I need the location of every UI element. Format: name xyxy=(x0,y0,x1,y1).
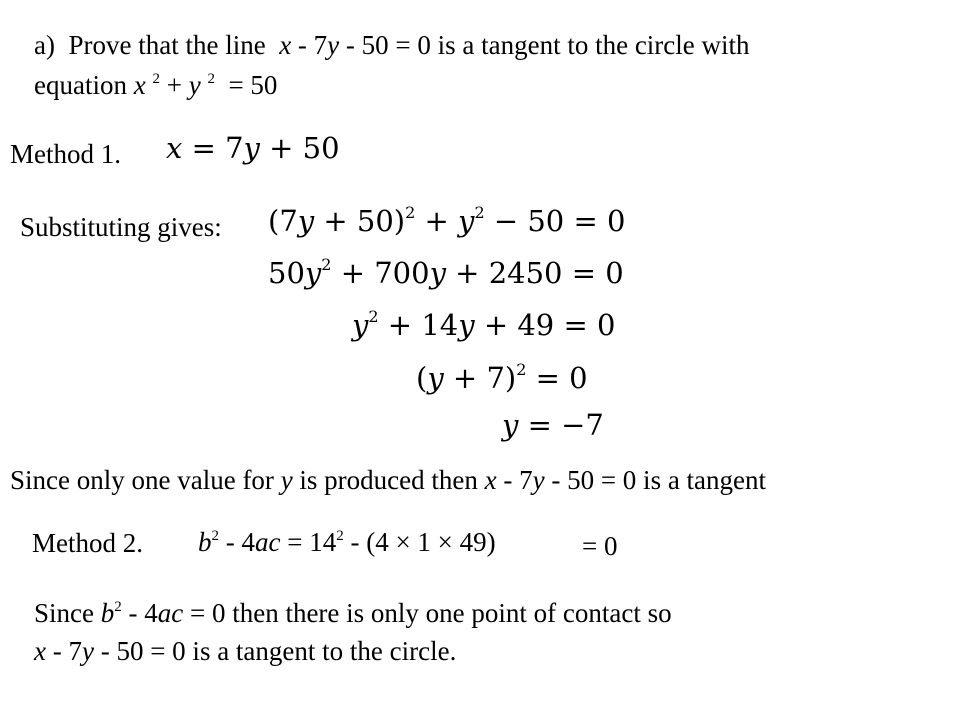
part-label: a) xyxy=(34,30,55,60)
method-1-conclusion: Since only one value for y is produced then x - 7y - 50 = 0 is a tangent xyxy=(10,465,767,495)
discriminant-result: = 0 xyxy=(582,531,618,561)
step-3-equation: $y^2 + 14y + 49 = 0$ xyxy=(352,307,616,342)
method-1-label: Method 1. xyxy=(10,139,121,169)
step-2-equation: $50y^2 + 700y + 2450 = 0$ xyxy=(268,255,624,290)
method-2-conclusion-line-1: Since $b^2 - 4ac = 0$ then there is only one point of contact so xyxy=(34,598,672,628)
step-5-equation: y = −7 xyxy=(502,408,604,442)
rearranged-equation: x = 7y + 50 xyxy=(166,131,340,165)
step-1-equation: $(7y + 50)^2 + y^2 - 50 = 0$ xyxy=(268,203,626,238)
discriminant-equation: $b^2 - 4ac = 14^2 - (4 \times 1 \times 49)$ xyxy=(198,527,496,557)
question-line-1: a) Prove that the line x - 7y - 50 = 0 is a tangent to the circle with xyxy=(34,30,750,60)
question-line-2: equation x $^2$ + y $^2$ = 50 xyxy=(34,70,278,100)
method-2-label: Method 2. xyxy=(32,528,143,558)
substituting-label: Substituting gives: xyxy=(20,212,222,242)
method-2-conclusion-line-2: x - 7y - 50 = 0 is a tangent to the circle. xyxy=(34,636,457,666)
step-4-equation: $(y + 7)^2 = 0$ xyxy=(416,360,588,395)
